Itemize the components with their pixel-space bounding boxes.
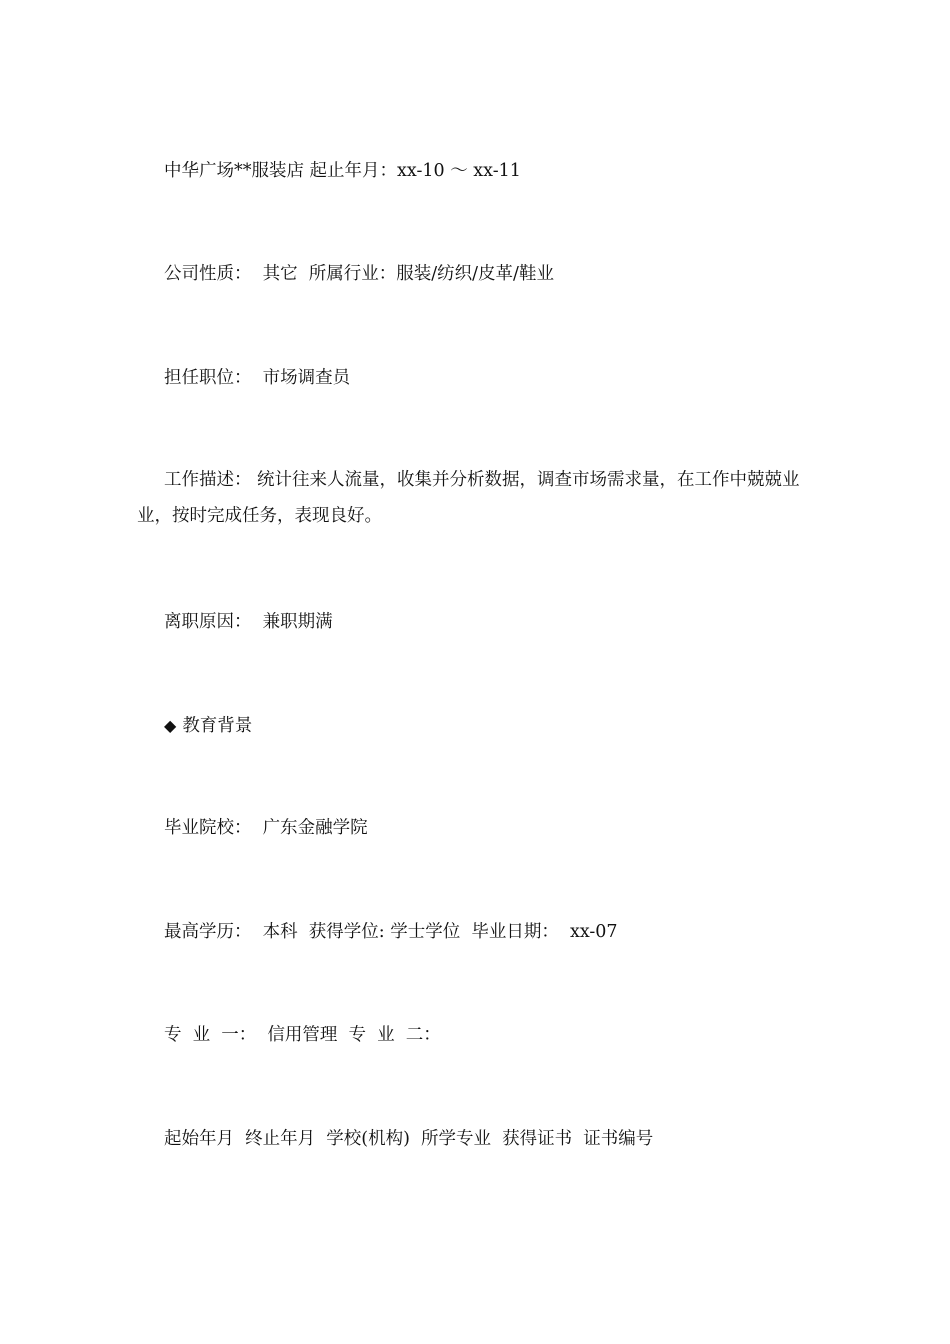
leave-reason-line: 离职原因： 兼职期满 bbox=[164, 612, 333, 632]
company-nature-line: 公司性质： 其它 所属行业：服装/纺织/皮革/鞋业 bbox=[164, 264, 554, 284]
education-section-title: 教育背景 bbox=[182, 716, 253, 736]
major-line: 专 业 一： 信用管理 专 业 二： bbox=[164, 1025, 441, 1045]
diamond-bullet-icon: ◆ bbox=[164, 716, 177, 735]
school-line: 毕业院校： 广东金融学院 bbox=[164, 818, 368, 838]
education-section-heading bbox=[164, 715, 252, 737]
training-header-line: 起始年月 终止年月 学校(机构) 所学专业 获得证书 证书编号 bbox=[164, 1129, 654, 1149]
job-description-paragraph: 工作描述： 统计往来人流量，收集并分析数据，调查市场需求量，在工作中兢兢业业，按时完成任务，表现良好。 bbox=[137, 470, 800, 526]
degree-line: 最高学历： 本科 获得学位: 学士学位 毕业日期： xx-07 bbox=[164, 922, 618, 942]
position-line: 担任职位： 市场调查员 bbox=[164, 368, 351, 388]
company-line: 中华广场**服装店 起止年月：xx-10 ～ xx-11 bbox=[164, 161, 521, 181]
